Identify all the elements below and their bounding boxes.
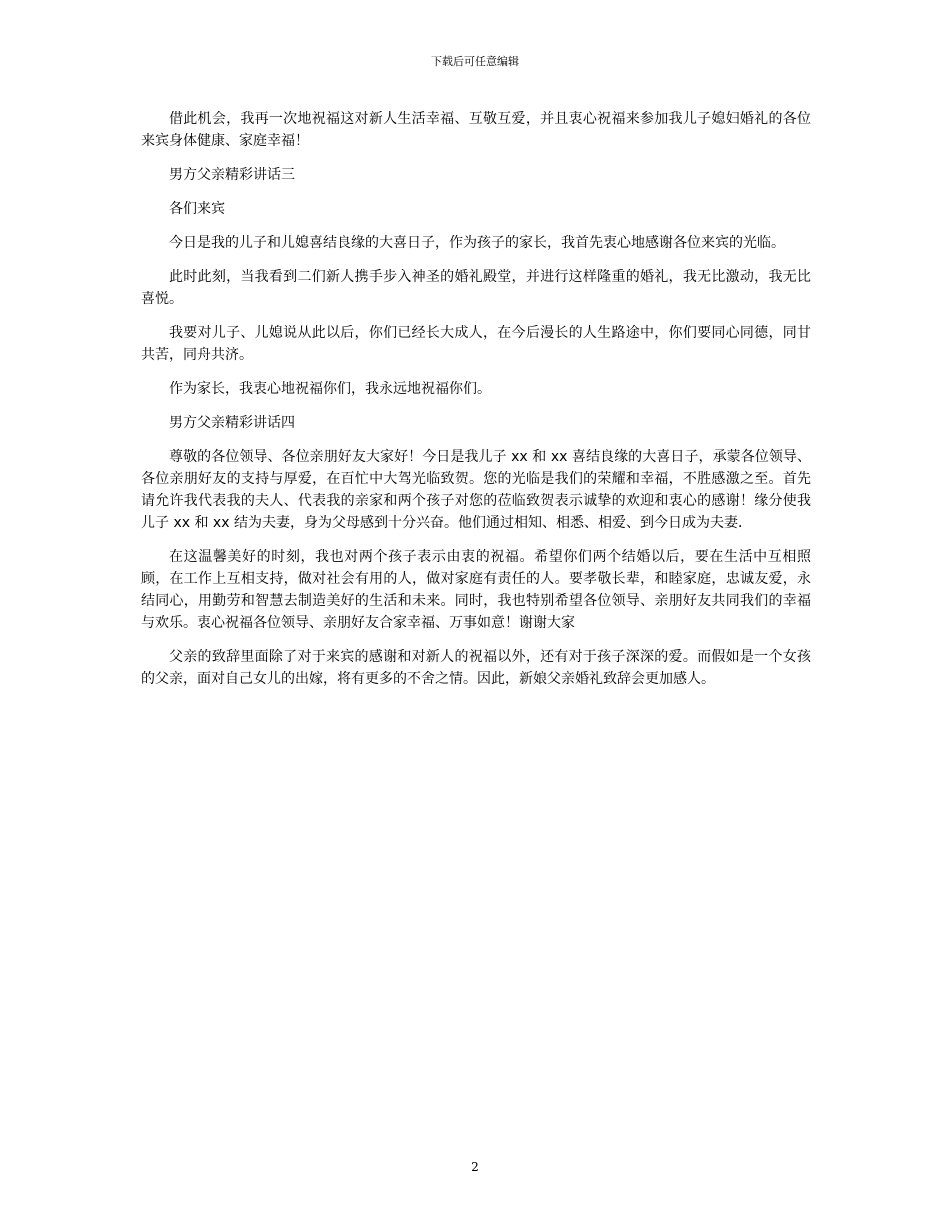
paragraph-parent-blessing: 作为家长，我衷心地祝福你们，我永远地祝福你们。 (169, 381, 491, 397)
paragraph-conclusion: 父亲的致辞里面除了对于来宾的感谢和对新人的祝福以外，还有对于孩子深深的爱。而假如是一个女孩的父亲，面对自己女儿的出嫁，将有更多的不舍之情。因此，新娘父亲婚礼致辞会更加感人。 (141, 649, 811, 687)
section-title-speech-four: 男方父亲精彩讲话四 (169, 415, 295, 431)
paragraph-greeting: 各们来宾 (169, 201, 225, 217)
page-number: 2 (471, 1160, 479, 1174)
paragraph-welcome: 今日是我的儿子和儿媳喜结良缘的大喜日子，作为孩子的家长，我首先衷心地感谢各位来宾的光临。 (169, 235, 785, 251)
paragraph-speech-four-wishes: 在这温馨美好的时刻，我也对两个孩子表示由衷的祝福。希望你们两个结婚以后，要在生活中互相照顾，在工作上互相支持，做对社会有用的人，做对家庭有责任的人。要孝敬长辈，和睦家庭，忠诚友爱，永结同心，用勤劳和智慧去制造美好的生活和未来。同时，我也特别希望各位领导、亲朋好友共同我们的幸福与欢乐。衷心祝福各位领导、亲朋好友合家幸福、万事如意！谢谢大家 (141, 549, 811, 631)
paragraph-closing-blessing: 借此机会，我再一次地祝福这对新人生活幸福、互敬互爱，并且衷心祝福来参加我儿子媳妇婚礼的各位来宾身体健康、家庭幸福！ (141, 111, 811, 149)
paragraph-advice: 我要对儿子、儿媳说从此以后，你们已经长大成人，在今后漫长的人生路途中，你们要同心同德，同甘共苦，同舟共济。 (141, 325, 811, 363)
section-title-speech-three: 男方父亲精彩讲话三 (169, 167, 295, 183)
document-body (141, 108, 811, 702)
page-header: 下载后可任意编辑 (431, 55, 519, 68)
paragraph-speech-four-intro: 尊敬的各位领导、各位亲朋好友大家好！今日是我儿子 xx 和 xx 喜结良缘的大喜日子，承蒙各位领导、各位亲朋好友的支持与厚爱，在百忙中大驾光临致贺。您的光临是我们的荣耀和幸福，不胜感激之至。首先请允许我代表我的夫人、代表我的亲家和两个孩子对您的莅临致贺表示诚挚的欢迎和衷心的感谢！缘分使我儿子 xx 和 xx 结为夫妻，身为父母感到十分兴奋。他们通过相知、相悉、相爱、到今日成为夫妻． (141, 449, 811, 531)
paragraph-emotion: 此时此刻，当我看到二们新人携手步入神圣的婚礼殿堂，并进行这样隆重的婚礼，我无比激动，我无比喜悦。 (141, 269, 811, 307)
